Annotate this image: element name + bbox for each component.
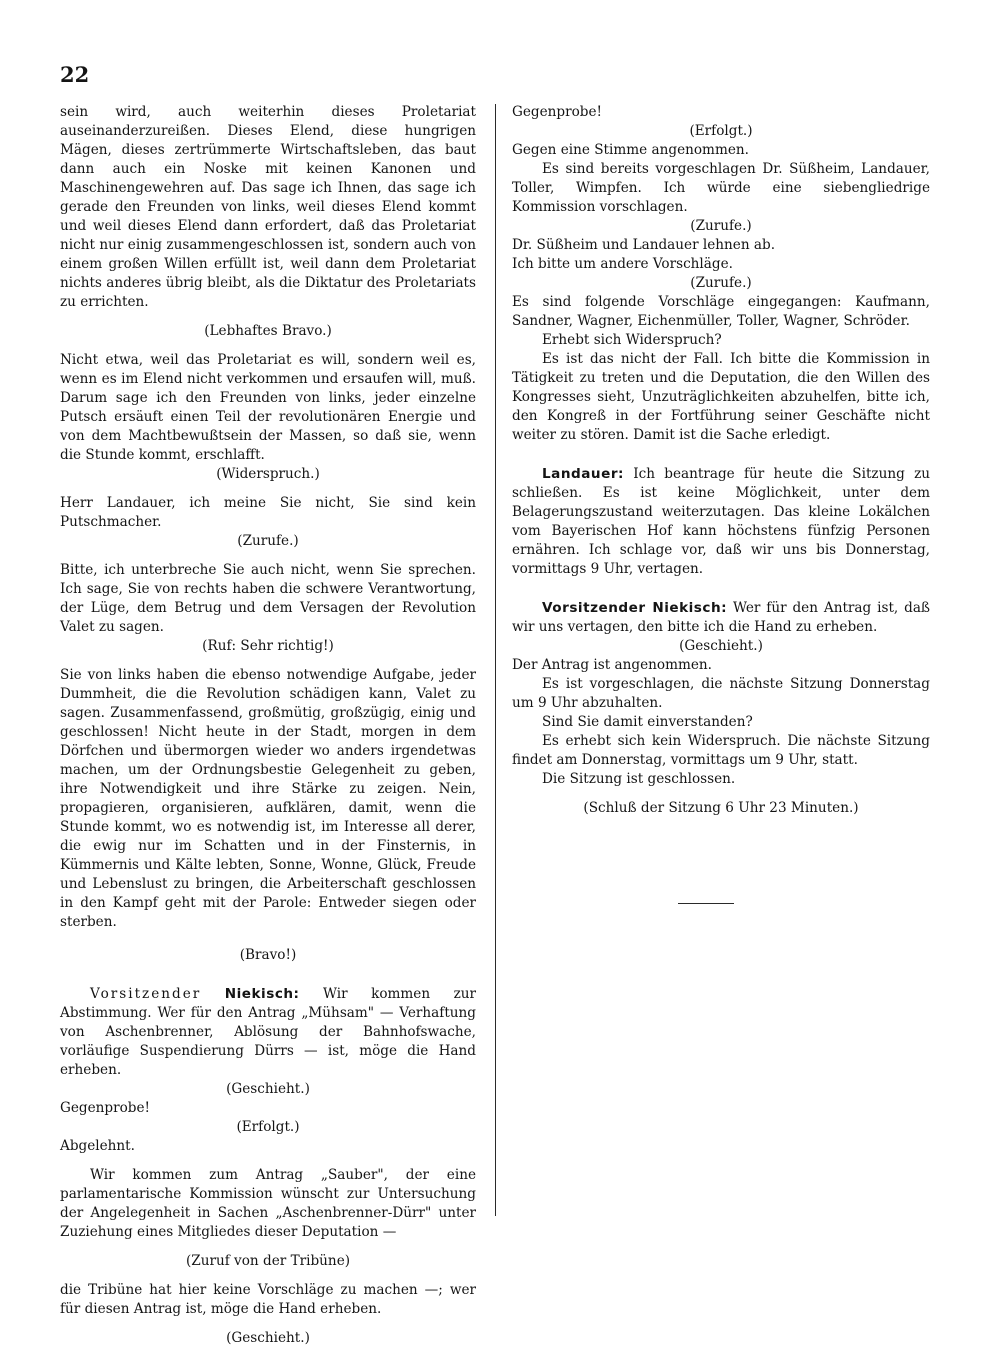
stage-direction: (Zurufe.)	[690, 218, 752, 234]
speech-text: Wer für den Antrag ist, daß wir uns vertagen, den bitte ich die Hand zu erheben.	[512, 600, 931, 635]
paragraph: Sie von links haben die ebenso notwendige Aufgabe, jeder Dummheit, die die Revolution schädigen kann, Valet zu sagen. Zusammenfassend, großmütig, großzügig, einig und geschlossen! Nicht heute in der Stadt, morgen in dem Dörfchen und übermorgen wieder wo anders irgendetwas machen, um der Ordnungsbestie Gelegenheit zu geben, ihre Notwendigkeit und ihre Stärke zu zeigen. Nein, propagieren, organisieren, aufklären, damit, wenn die Stunde kommt, wo es notwendig ist, im Interesse all derer, die ewig nur im Schatten und in der Finsternis, in Kümmernis und Kälte lebten, Sonne, Wonne, Glück, Freude und Lebenslust zu bringen, die Arbeiterschaft geschlossen in den Kampf geht mit der Parole: Entweder siegen oder sterben.	[60, 667, 476, 930]
paragraph: Erhebt sich Widerspruch?	[542, 332, 722, 348]
stage-direction: (Zurufe.)	[690, 275, 752, 291]
column-divider	[495, 104, 496, 1216]
stage-direction: (Schluß der Sitzung 6 Uhr 23 Minuten.)	[583, 800, 859, 816]
stage-direction: (Erfolgt.)	[689, 123, 753, 139]
paragraph: Es ist vorgeschlagen, die nächste Sitzung Donnerstag um 9 Uhr abzuhalten.	[512, 676, 930, 711]
paragraph: Nicht etwa, weil das Proletariat es will, sondern weil es, wenn es im Elend nicht verkommen und ersaufen will, muß. Darum sage ich den Freunden von links, jeder einzelne Putsch ersäuft einen Teil der revolutionären Energie und von dem Machtbewußtsein der Massen, so daß sie, wenn die Stunde kommt, erschlafft.	[60, 352, 476, 463]
stage-direction: (Geschieht.)	[679, 638, 763, 654]
paragraph: Gegenprobe!	[60, 1100, 150, 1116]
paragraph: sein wird, auch weiterhin dieses Proletariat auseinanderzureißen. Dieses Elend, diese hungrigen Mägen, dieses zertrümmerte Wirtschaftsleben, das baut dann auch ein Noske mit keinen Kanonen und Maschinengewehren auf. Das sage ich Ihnen, das sage ich gerade den Freunden von links, weil dieses Elend kommt und weil dieses Elend dann erfordert, daß das Proletariat nicht nur einig zusammengeschlossen ist, sondern auch von einem großen Willen erfüllt ist, weil dann dem Proletariat nichts anderes übrig bleibt, als die Diktatur des Proletariats zu errichten.	[60, 104, 476, 310]
stage-direction: (Erfolgt.)	[236, 1119, 300, 1135]
paragraph: die Tribüne hat hier keine Vorschläge zu machen —; wer für diesen Antrag ist, möge die Hand erheben.	[60, 1282, 476, 1317]
paragraph: Es erhebt sich kein Widerspruch. Die nächste Sitzung findet am Donnerstag, vormittags um 9 Uhr, statt.	[512, 733, 930, 768]
speaker-paragraph	[512, 599, 930, 637]
paragraph: Es ist das nicht der Fall. Ich bitte die Kommission in Tätigkeit zu treten und die Deputation, die den Willen des Kongresses sieht, Unzuträglichkeiten abzuhelfen, bitte ich, den Kongreß in der Fortführung seiner Geschäfte nicht weiter zu stören. Damit ist die Sache erledigt.	[512, 351, 930, 443]
page-number: 22	[60, 62, 90, 87]
paragraph: Dr. Süßheim und Landauer lehnen ab.	[512, 237, 776, 253]
stage-direction: (Lebhaftes Bravo.)	[204, 323, 332, 339]
paragraph: Sind Sie damit einverstanden?	[542, 714, 753, 730]
paragraph: Der Antrag ist angenommen.	[512, 657, 712, 673]
speech-text: Wir kommen zur Abstimmung. Wer für den Antrag „Mühsam" — Verhaftung von Aschenbrenner, Ablösung der Bahnhofswache, vorläufige Suspendierung Dürrs — ist, möge die Hand erheben.	[60, 986, 476, 1078]
paragraph: Die Sitzung ist geschlossen.	[542, 771, 736, 787]
speech-text: Ich beantrage für heute die Sitzung zu schließen. Es ist keine Möglichkeit, unter dem Belagerungszustand weiterzutagen. Das kleine Lokälchen vom Bayerischen Hof kann höchstens fünfzig Personen ernähren. Ich schlage vor, daß wir uns bis Donnerstag, vormittags 9 Uhr, vertagen.	[512, 466, 930, 577]
paragraph: Es sind bereits vorgeschlagen Dr. Süßheim, Landauer, Toller, Wimpfen. Ich würde eine siebengliedrige Kommission vorschlagen.	[512, 161, 930, 215]
speaker-paragraph	[60, 985, 476, 1080]
speaker-name: Landauer:	[542, 466, 624, 482]
left-column	[60, 103, 476, 1348]
stage-direction: (Geschieht.)	[226, 1081, 310, 1097]
stage-direction: (Zurufe.)	[237, 533, 299, 549]
stage-direction: (Zuruf von der Tribüne)	[185, 1253, 351, 1269]
right-column	[512, 103, 930, 818]
paragraph: Wir kommen zum Antrag „Sauber", der eine parlamentarische Kommission wünscht zur Untersuchung der Angelegenheit in Sachen „Aschenbrenner-Dürr" unter Zuziehung eines Mitgliedes dieser Deputation —	[60, 1167, 476, 1240]
speaker-role: Vorsitzender	[90, 986, 202, 1002]
stage-direction: (Geschieht.)	[226, 1330, 310, 1346]
paragraph: Abgelehnt.	[60, 1138, 135, 1154]
speaker-name: Vorsitzender Niekisch:	[542, 600, 728, 616]
paragraph: Herr Landauer, ich meine Sie nicht, Sie sind kein Putschmacher.	[60, 495, 476, 530]
end-rule	[678, 903, 734, 904]
stage-direction: (Bravo!)	[239, 947, 297, 963]
speaker-name: Niekisch:	[224, 986, 300, 1002]
paragraph: Ich bitte um andere Vorschläge.	[512, 256, 733, 272]
paragraph: Gegen eine Stimme angenommen.	[512, 142, 749, 158]
stage-direction: (Ruf: Sehr richtig!)	[202, 638, 334, 654]
paragraph: Es sind folgende Vorschläge eingegangen: Kaufmann, Sandner, Wagner, Eichenmüller, Toller, Wagner, Schröder.	[512, 294, 930, 329]
paragraph: Gegenprobe!	[512, 104, 602, 120]
speaker-paragraph	[512, 465, 930, 579]
paragraph: Bitte, ich unterbreche Sie auch nicht, wenn Sie sprechen. Ich sage, Sie von rechts haben die schwere Verantwortung, der Lüge, dem Betrug und dem Versagen der Revolution Valet zu sagen.	[60, 562, 476, 635]
stage-direction: (Widerspruch.)	[216, 466, 320, 482]
